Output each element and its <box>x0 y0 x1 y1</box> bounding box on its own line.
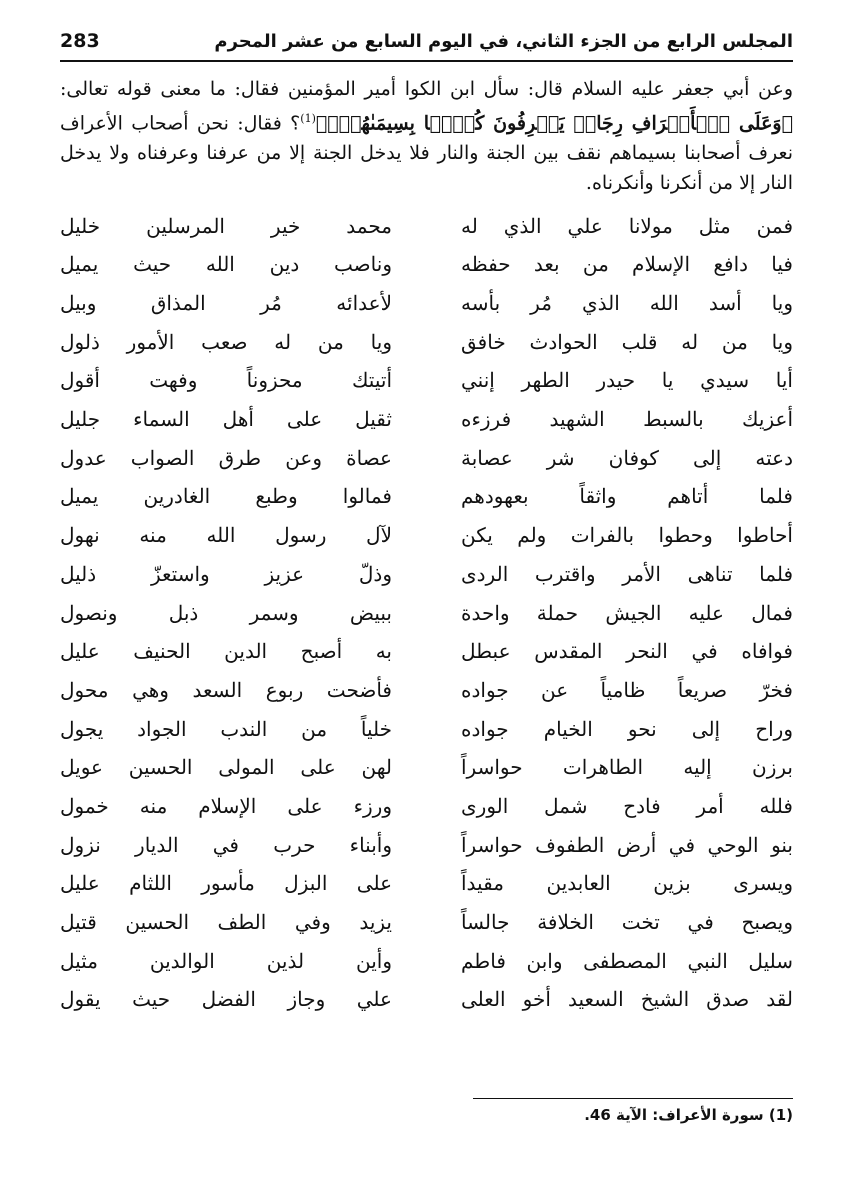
quran-verse: ﴿وَعَلَى ٱلۡأَعۡرَافِ رِجَالٞ يَعۡرِفُونَ كُلَّۢا بِسِيمَىٰهُمۡۚ﴾ <box>315 112 793 135</box>
verse-row <box>60 322 793 361</box>
verse-row <box>60 206 793 245</box>
poem <box>60 206 793 1018</box>
verse-second-hemistich: لأعدائه مُر المذاق وبيل <box>60 291 392 316</box>
verse-first-hemistich: بنو الوحي في أرض الطفوف حواسراً <box>461 832 793 857</box>
verse-first-hemistich: دعته إلى كوفان شر عصابة <box>461 445 793 470</box>
verse-row <box>60 245 793 284</box>
verse-row <box>60 593 793 632</box>
verse-second-hemistich: فمالوا وطبع الغادرين يميل <box>60 484 392 509</box>
verse-second-hemistich: علي وجاز الفضل حيث يقول <box>60 987 392 1012</box>
verse-first-hemistich: لقد صدق الشيخ السعيد أخو العلى <box>461 987 793 1012</box>
verse-first-hemistich: فلله أمر فادح شمل الورى <box>461 793 793 818</box>
verse-row <box>60 400 793 439</box>
verse-second-hemistich: وناصب دين الله حيث يميل <box>60 252 392 277</box>
prose-paragraph <box>60 74 793 198</box>
verse-first-hemistich: فلما تناهى الأمر واقترب الردى <box>461 561 793 586</box>
footnote-reference: (1) <box>300 112 316 125</box>
verse-first-hemistich: أيا سيدي يا حيدر الطهر إنني <box>461 368 793 393</box>
verse-row <box>60 671 793 710</box>
verse-second-hemistich: على البزل مأسور اللثام عليل <box>60 871 392 896</box>
verse-second-hemistich: ببيض وسمر ذبل ونصول <box>60 600 392 625</box>
verse-first-hemistich: فمال عليه الجيش حملة واحدة <box>461 600 793 625</box>
verse-second-hemistich: عصاة وعن طرق الصواب عدول <box>60 445 392 470</box>
verse-first-hemistich: ويا أسد الله الذي مُر بأسه <box>461 291 793 316</box>
verse-second-hemistich: ويا من له صعب الأمور ذلول <box>60 329 392 354</box>
verse-second-hemistich: أتيتك محزوناً وفهت أقول <box>60 368 392 393</box>
verse-row <box>60 516 793 555</box>
verse-row <box>60 980 793 1019</box>
verse-row <box>60 632 793 671</box>
verse-first-hemistich: وراح إلى نحو الخيام جواده <box>461 716 793 741</box>
verse-second-hemistich: لآل رسول الله منه نهول <box>60 523 392 548</box>
verse-first-hemistich: فخرّ صريعاً ظامياً عن جواده <box>461 677 793 702</box>
verse-first-hemistich: أعزيك بالسبط الشهيد فرزءه <box>461 407 793 432</box>
verse-first-hemistich: سليل النبي المصطفى وابن فاطم <box>461 948 793 973</box>
verse-second-hemistich: خلياً من الندب الجواد يجول <box>60 716 392 741</box>
verse-second-hemistich: به أصبح الدين الحنيف عليل <box>60 639 392 664</box>
verse-second-hemistich: وأبناء حرب في الديار نزول <box>60 832 392 857</box>
verse-second-hemistich: يزيد وفي الطف الحسين قتيل <box>60 910 392 935</box>
verse-second-hemistich: ثقيل على أهل السماء جليل <box>60 407 392 432</box>
verse-first-hemistich: أحاطوا وحطوا بالفرات ولم يكن <box>461 523 793 548</box>
verse-first-hemistich: برزن إليه الطاهرات حواسراً <box>461 755 793 780</box>
header-title: المجلس الرابع من الجزء الثاني، في اليوم السابع من عشر المحرم <box>214 31 793 52</box>
verse-row <box>60 941 793 980</box>
verse-row <box>60 284 793 323</box>
verse-row <box>60 361 793 400</box>
verse-second-hemistich: لهن على المولى الحسين عويل <box>60 755 392 780</box>
verse-row <box>60 477 793 516</box>
verse-second-hemistich: ورزء على الإسلام منه خمول <box>60 793 392 818</box>
prose-text-before: وعن أبي جعفر عليه السلام قال: سأل ابن الكوا أمير المؤمنين فقال: ما معنى قوله تعالى: <box>60 78 793 100</box>
verse-row <box>60 555 793 594</box>
verse-first-hemistich: ويا من له قلب الحوادث خافق <box>461 329 793 354</box>
verse-first-hemistich: فلما أتاهم واثقاً بعهودهم <box>461 484 793 509</box>
verse-first-hemistich: ويصبح في تخت الخلافة جالساً <box>461 910 793 935</box>
footnote <box>584 1106 793 1124</box>
verse-row <box>60 709 793 748</box>
verse-row <box>60 864 793 903</box>
verse-second-hemistich: وذلّ عزيز واستعزّ ذليل <box>60 561 392 586</box>
verse-second-hemistich: وأين لذين الوالدين مثيل <box>60 948 392 973</box>
footnote-text: سورة الأعراف: الآية 46. <box>584 1106 764 1124</box>
verse-row <box>60 438 793 477</box>
page-number: 283 <box>60 30 100 52</box>
prose-text-after: ؟ فقال: نحن أصحاب الأعراف نعرف أصحابنا بسيماهم نقف بين الجنة والنار فلا يدخل الجنة إلا من عرفنا وعرفناه ولا يدخل النار إلا من أنكرنا وأنكرناه. <box>60 112 793 195</box>
verse-second-hemistich: فأضحت ربوع السعد وهي محول <box>60 677 392 702</box>
verse-first-hemistich: فيا دافع الإسلام من بعد حفظه <box>461 252 793 277</box>
verse-first-hemistich: فمن مثل مولانا علي الذي له <box>461 213 793 238</box>
verse-first-hemistich: ويسرى بزين العابدين مقيداً <box>461 871 793 896</box>
verse-row <box>60 903 793 942</box>
verse-row <box>60 748 793 787</box>
footnote-divider <box>473 1098 793 1099</box>
verse-row <box>60 787 793 826</box>
verse-second-hemistich: محمد خير المرسلين خليل <box>60 213 392 238</box>
verse-row <box>60 825 793 864</box>
running-header <box>60 30 793 62</box>
footnote-number: (1) <box>768 1106 793 1124</box>
verse-first-hemistich: فوافاه في النحر المقدس عبطل <box>461 639 793 664</box>
